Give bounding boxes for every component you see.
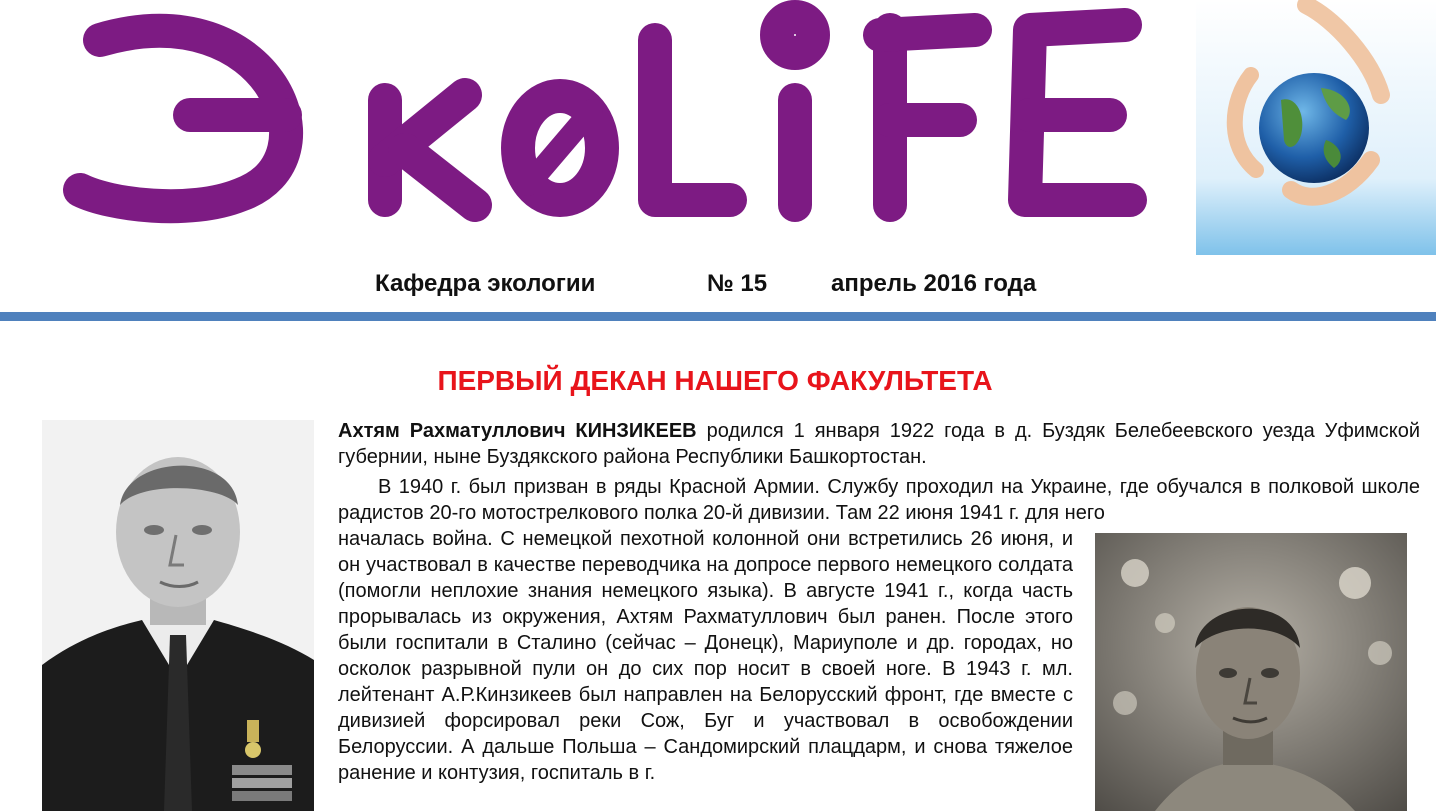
issue-number: № 15: [707, 270, 768, 297]
article-intro: [338, 418, 1420, 470]
masthead: [0, 0, 1436, 265]
department-name: Кафедра экологии: [375, 270, 596, 297]
article-paragraph-3: началась война. С немецкой пехотной колонной они встретились 26 июня, и он участвовал в качестве переводчика на допросе первого немецкого солдата (помогли неплохие знания немецкого языка). В августе 1941 г., когда часть прорывалась из окружения, Ахтям Рахматуллович был ранен. После этого были госпитали в Сталино (сейчас – Донецк), Мариуполе и др. городах, но осколок разрывной пули он до сих пор носит в своей ноге. В 1943 г. мл. лейтенант А.Р.Кинзикеев был направлен на Белорусский фронт, где вместе с дивизией форсировал реки Сож, Буг и участвовал в освобождении Белоруссии. А дальше Польша – Сандомирский плацдарм, и снова тяжелое ранение и контузия, госпиталь в г.: [338, 528, 1073, 784]
header-divider: [0, 312, 1436, 321]
article-paragraph-2: В 1940 г. был призван в ряды Красной Армии. Службу проходил на Украине, где обучался в полковой школе радистов 20-го мотострелкового полка 20-й дивизии. Там 22 июня 1941 г. для него: [338, 476, 1420, 524]
portrait-photo-young-soldier: [1095, 533, 1407, 811]
article-title: ПЕРВЫЙ ДЕКАН НАШЕГО ФАКУЛЬТЕТА: [437, 365, 993, 396]
issue-line: [0, 270, 1436, 304]
person-name: Ахтям Рахматуллович КИНЗИКЕЕВ: [338, 420, 697, 442]
issue-date: апрель 2016 года: [831, 270, 1037, 297]
ekolife-logo: [40, 0, 1170, 260]
intro-text: родился 1 января 1922 года в д. Буздяк Белебеевского уезда Уфимской губернии, ныне Буздякского района Республики Башкортостан.: [338, 420, 1421, 468]
portrait-photo-elderly: [42, 420, 314, 811]
globe-in-hands-image: [1196, 0, 1436, 255]
